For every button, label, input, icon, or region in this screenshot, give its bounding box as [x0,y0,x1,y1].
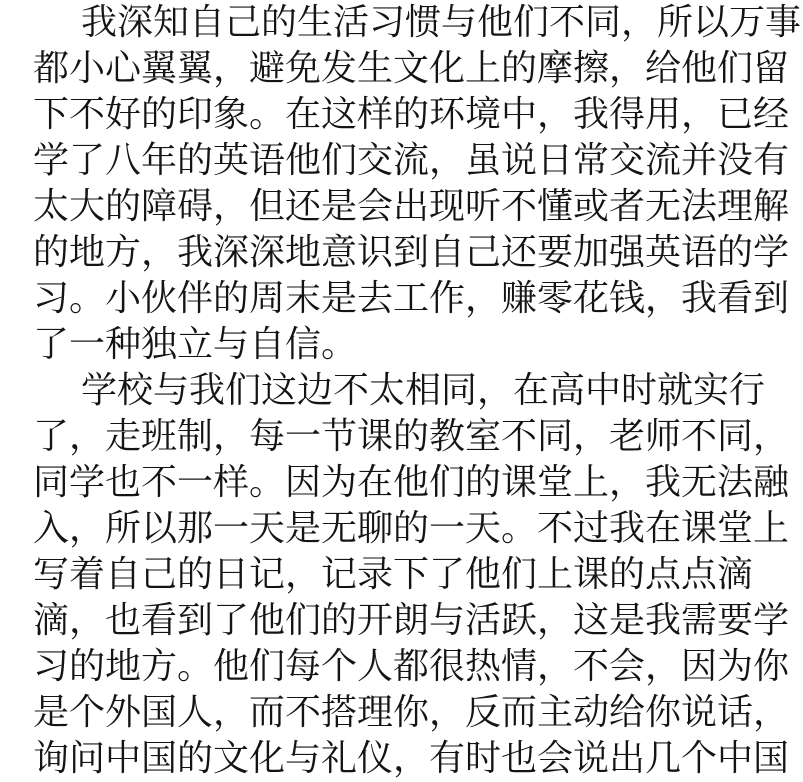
text-line: 都小心翼翼，避免发生文化上的摩擦，给他们留 [33,48,790,89]
text-line: 的地方，我深深地意识到自己还要加强英语的学 [33,232,790,273]
text-line: 学校与我们这边不太相同，在高中时就实行 [81,370,766,411]
text-line: 习。小伙伴的周末是去工作，赚零花钱，我看到 [33,278,790,319]
text-line: 写着自己的日记，记录下了他们上课的点点滴 [33,554,754,595]
text-line: 习的地方。他们每个人都很热情，不会，因为你 [33,646,790,687]
text-line: 是个外国人，而不搭理你，反而主动给你说话， [33,692,790,733]
text-line: 同学也不一样。因为在他们的课堂上，我无法融 [33,462,790,503]
text-line: 下不好的印象。在这样的环境中，我得用，已经 [33,94,790,135]
text-line: 滴，也看到了他们的开朗与活跃，这是我需要学 [33,600,790,641]
text-line: 了一种独立与自信。 [33,324,358,365]
text-line: 了，走班制，每一节课的教室不同，老师不同， [33,416,790,457]
text-line: 询问中国的文化与礼仪，有时也会说出几个中国 [33,738,790,779]
text-line: 入，所以那一天是无聊的一天。不过我在课堂上 [33,508,790,549]
text-line: 太大的障碍，但还是会出现听不懂或者无法理解 [33,186,790,227]
text-line: 学了八年的英语他们交流，虽说日常交流并没有 [33,140,790,181]
text-line: 我深知自己的生活习惯与他们不同，所以万事 [81,2,802,43]
